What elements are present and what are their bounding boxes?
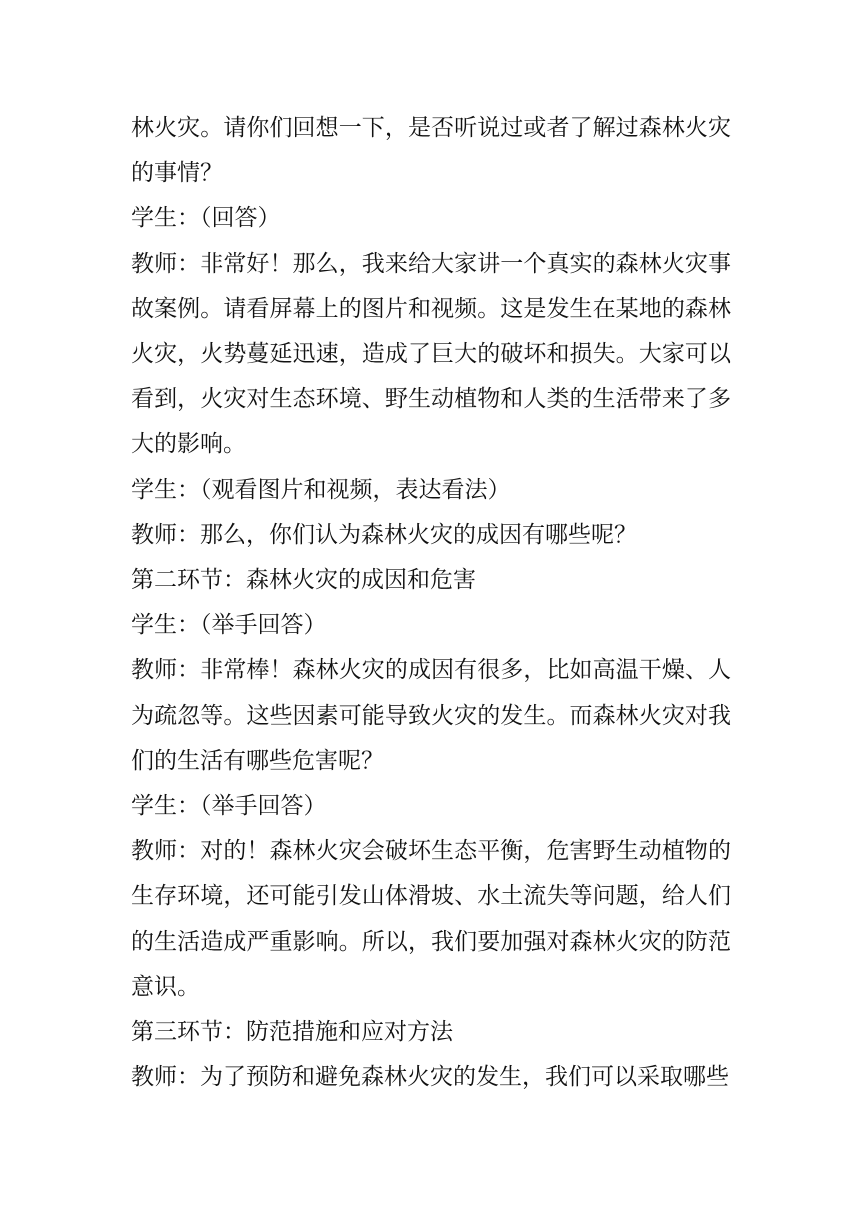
section-heading-causes: 第二环节：森林火灾的成因和危害 [131,567,476,594]
paragraph-student-raise-hand: 学生：（举手回答） [131,612,327,639]
paragraph-teacher-question: 教师：那么，你们认为森林火灾的成因有哪些呢？ [131,521,637,548]
paragraph-teacher-case: 教师：非常好！那么，我来给大家讲一个真实的森林火灾事故案例。请看屏幕上的图片和视频。这是发生在某地的森林火灾，火势蔓延迅速，造成了巨大的破坏和损失。大家可以看到，火灾对生态环境、野生动植物和人类的生活带来了多大的影响。 [131,250,731,458]
section-heading-prevention: 第三环节：防范措施和应对方法 [131,1019,453,1046]
paragraph-teacher-harms: 教师：对的！森林火灾会破坏生态平衡，危害野生动植物的生存环境，还可能引发山体滑坡、水土流失等问题，给人们的生活造成严重影响。所以，我们要加强对森林火灾的防范意识。 [131,838,731,1000]
paragraph-student-answer: 学生：（回答） [131,205,281,232]
paragraph-teacher-causes: 教师：非常棒！森林火灾的成因有很多，比如高温干燥、人为疏忽等。这些因素可能导致火灾的发生。而森林火灾对我们的生活有哪些危害呢？ [131,657,731,774]
paragraph-teacher-prevention: 教师：为了预防和避免森林火灾的发生，我们可以采取哪些 [131,1064,729,1091]
paragraph-student-raise-hand-2: 学生：（举手回答） [131,793,327,820]
paragraph-continued-intro: 林火灾。请你们回想一下，是否听说过或者了解过森林火灾的事情？ [131,115,731,187]
document-body [131,106,731,1100]
paragraph-student-watch: 学生：（观看图片和视频，表达看法） [131,476,511,503]
